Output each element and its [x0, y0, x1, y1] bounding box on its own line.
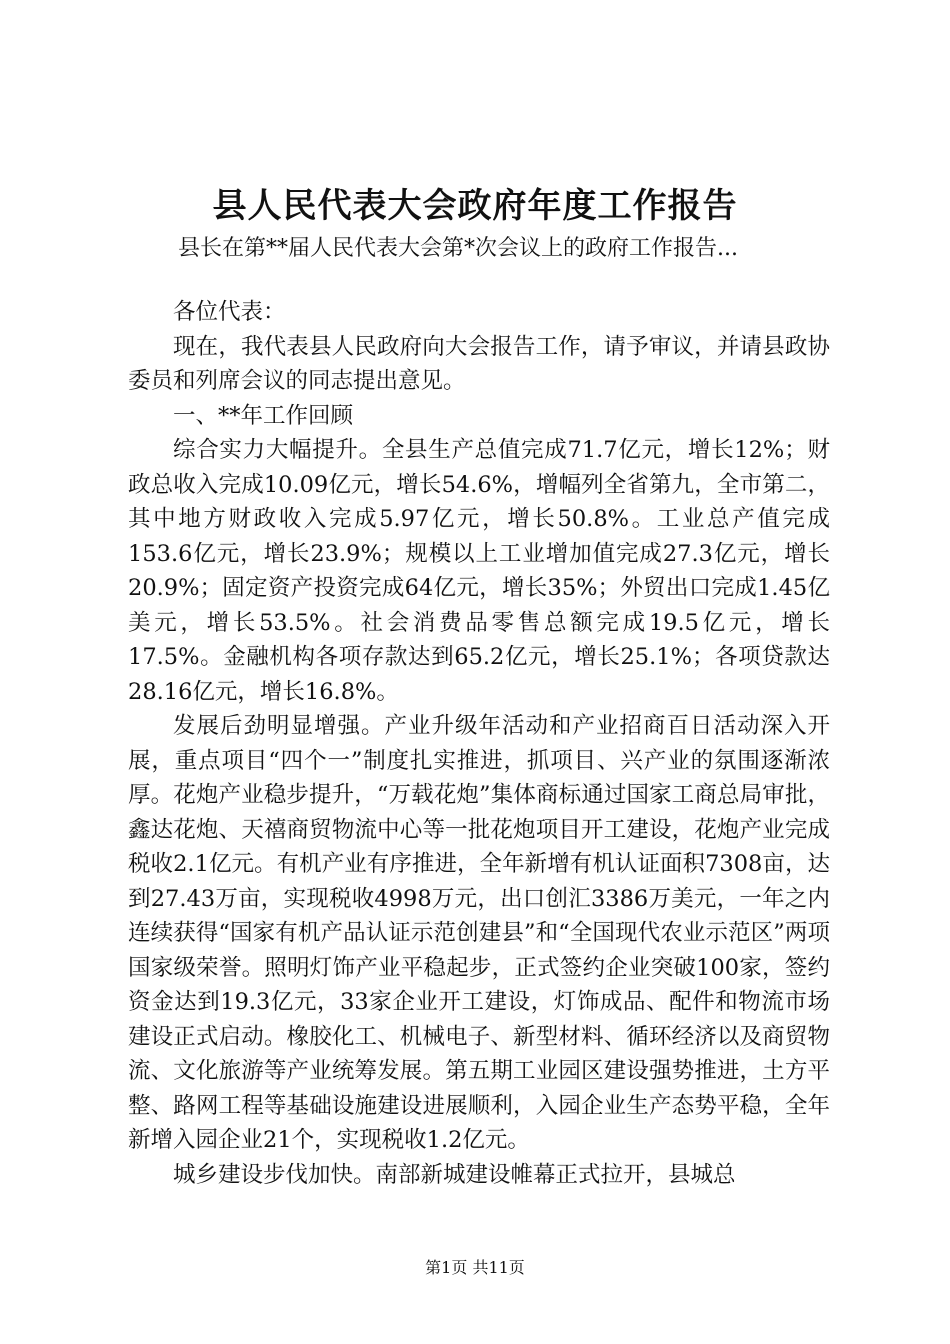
- body-paragraph: 综合实力大幅提升。全县生产总值完成71.7亿元，增长12%；财政总收入完成10.09亿元，增长54.6%，增幅列全省第九，全市第二，其中地方财政收入完成5.97亿元，增长50.8%。工业总产值完成153.6亿元，增长23.9%；规模以上工业增加值完成27.3亿元，增长20.9%；固定资产投资完成64亿元，增长35%；外贸出口完成1.45亿美元，增长53.5%。社会消费品零售总额完成19.5亿元，增长17.5%。金融机构各项存款达到65.2亿元，增长25.1%；各项贷款达28.16亿元，增长16.8%。: [128, 437, 830, 705]
- body-paragraph: 发展后劲明显增强。产业升级年活动和产业招商百日活动深入开展，重点项目“四个一”制度扎实推进，抓项目、兴产业的氛围逐渐浓厚。花炮产业稳步提升，“万载花炮”集体商标通过国家工商总局审批，鑫达花炮、天禧商贸物流中心等一批花炮项目开工建设，花炮产业完成税收2.1亿元。有机产业有序推进，全年新增有机认证面积7308亩，达到27.43万亩，实现税收4998万元，出口创汇3386万美元，一年之内连续获得“国家有机产品认证示范创建县”和“全国现代农业示范区”两项国家级荣誉。照明灯饰产业平稳起步，正式签约企业突破100家，签约资金达到19.3亿元，33家企业开工建设，灯饰成品、配件和物流市场建设正式启动。橡胶化工、机械电子、新型材料、循环经济以及商贸物流、文化旅游等产业统筹发展。第五期工业园区建设强势推进，土方平整、路网工程等基础设施建设进展顺利，入园企业生产态势平稳，全年新增入园企业21个，实现税收1.2亿元。: [128, 713, 830, 1153]
- document-title: 县人民代表大会政府年度工作报告: [212, 186, 738, 226]
- body-paragraph: 城乡建设步伐加快。南部新城建设帷幕正式拉开，县城总: [173, 1161, 736, 1188]
- salutation: 各位代表：: [173, 299, 286, 325]
- page-footer: 第1页 共11页: [425, 1258, 525, 1277]
- section-heading: 一、**年工作回顾: [173, 402, 354, 429]
- body-paragraph: 现在，我代表县人民政府向大会报告工作，请予审议，并请县政协委员和列席会议的同志提出意见。: [128, 333, 830, 394]
- document-subtitle: 县长在第**届人民代表大会第*次会议上的政府工作报告...: [178, 236, 738, 261]
- document-body: [128, 295, 830, 1192]
